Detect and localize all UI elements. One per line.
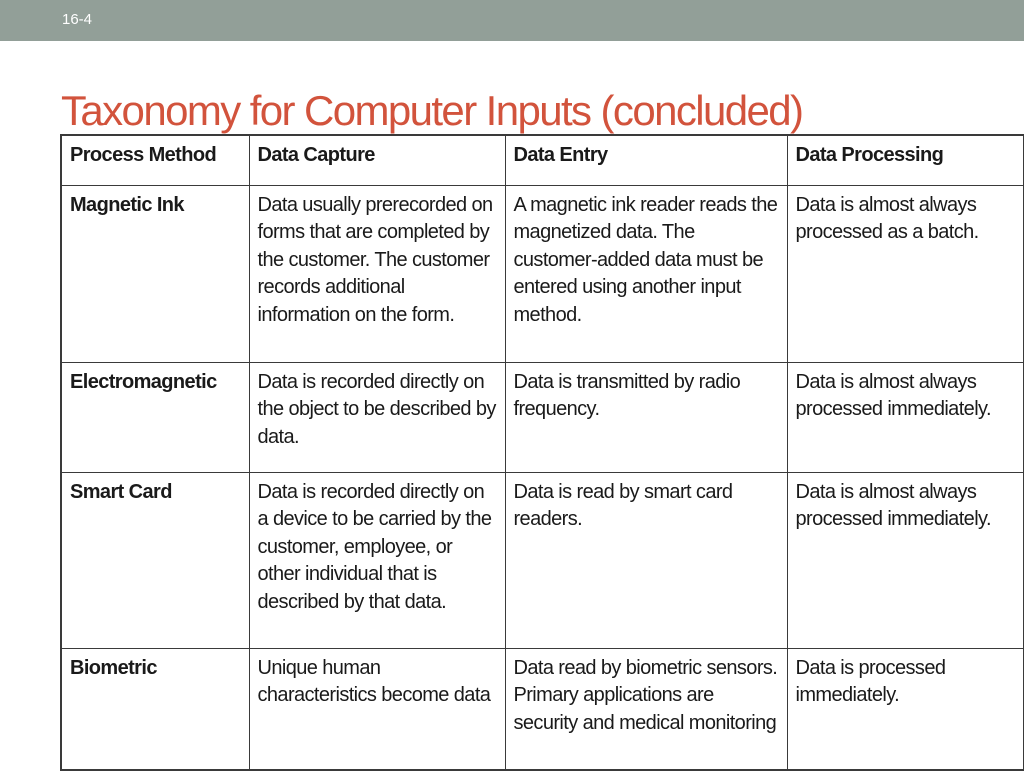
slide-title: Taxonomy for Computer Inputs (concluded) — [61, 87, 803, 134]
top-bar — [0, 0, 1024, 41]
slide-number: 16-4 — [62, 11, 93, 28]
row-capture: Unique human characteristics become data — [249, 648, 505, 770]
header-process-method: Process Method — [61, 135, 249, 185]
table-row — [61, 362, 1024, 472]
row-processing: Data is almost always processed as a batch. — [787, 185, 1024, 362]
row-capture: Data is recorded directly on a device to be carried by the customer, employee, or other individual that is described by that data. — [249, 472, 505, 648]
row-processing: Data is processed immediately. — [787, 648, 1024, 770]
row-method: Smart Card — [61, 472, 249, 648]
row-method: Magnetic Ink — [61, 185, 249, 362]
row-capture: Data is recorded directly on the object to be described by data. — [249, 362, 505, 472]
row-method: Biometric — [61, 648, 249, 770]
table-row — [61, 185, 1024, 362]
header-data-capture: Data Capture — [249, 135, 505, 185]
row-entry: Data is transmitted by radio frequency. — [505, 362, 787, 472]
row-entry: Data is read by smart card readers. — [505, 472, 787, 648]
table-row — [61, 648, 1024, 770]
taxonomy-table — [60, 134, 1024, 771]
row-processing: Data is almost always processed immediately. — [787, 472, 1024, 648]
row-entry: A magnetic ink reader reads the magnetized data. The customer-added data must be entered using another input method. — [505, 185, 787, 362]
table-row — [61, 472, 1024, 648]
table-header-row — [61, 135, 1024, 185]
row-entry: Data read by biometric sensors. Primary applications are security and medical monitoring — [505, 648, 787, 770]
header-data-entry: Data Entry — [505, 135, 787, 185]
row-processing: Data is almost always processed immediately. — [787, 362, 1024, 472]
row-capture: Data usually prerecorded on forms that are completed by the customer. The customer records additional information on the form. — [249, 185, 505, 362]
row-method: Electromagnetic — [61, 362, 249, 472]
header-data-processing: Data Processing — [787, 135, 1024, 185]
